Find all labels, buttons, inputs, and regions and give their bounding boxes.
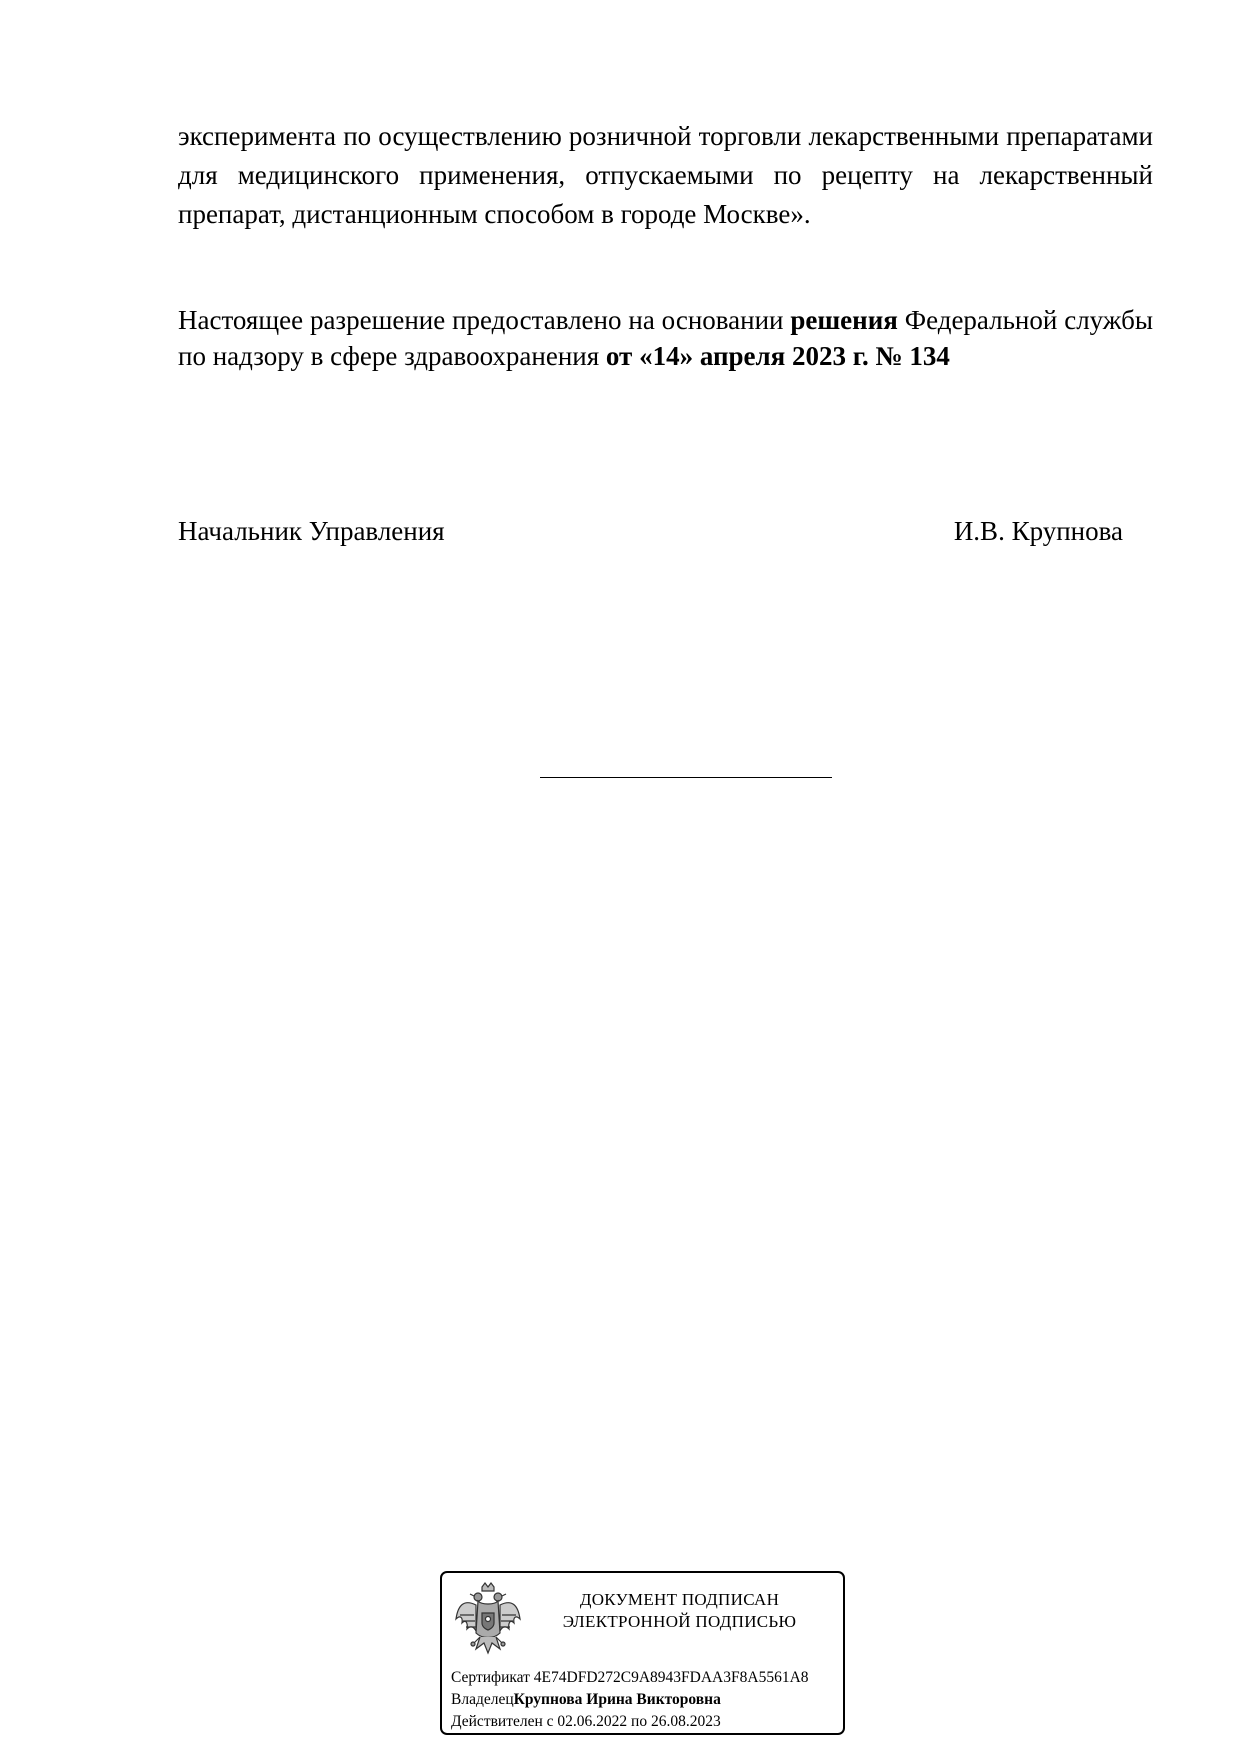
paragraph-experiment-description: эксперимента по осуществлению розничной торговли лекарственными препаратами для медицинского применения, отпускаемыми по рецепту на лекарственный препарат, дистанционным способом в городе Москве».: [178, 121, 1153, 229]
basis-decision-word: решения: [790, 305, 898, 335]
signatory-position: Начальник Управления: [178, 516, 445, 546]
paragraph-permission-basis: [178, 302, 1153, 374]
stamp-title: [547, 1589, 812, 1633]
stamp-certificate: [451, 1668, 809, 1687]
stamp-title-line-2: ЭЛЕКТРОННОЙ ПОДПИСЬЮ: [562, 1612, 797, 1631]
stamp-title-line-1: ДОКУМЕНТ ПОДПИСАН: [579, 1590, 780, 1609]
stamp-owner: [451, 1690, 721, 1709]
signatory-name: И.В. Крупнова: [953, 516, 1123, 546]
coat-of-arms-icon: [454, 1581, 522, 1659]
owner-label: Владелец: [451, 1691, 514, 1708]
basis-text-middle: Федеральной службы по надзору в сфере здравоохранения: [178, 305, 1153, 371]
separator-line: [540, 777, 832, 778]
basis-decision-date-number: от «14» апреля 2023 г. № 134: [605, 341, 950, 371]
certificate-value: 4E74DFD272C9A8943FDAA3F8A5561A8: [533, 1669, 809, 1686]
certificate-label: Сертификат: [451, 1669, 534, 1686]
electronic-signature-stamp: [440, 1571, 845, 1735]
stamp-validity: Действителен с 02.06.2022 по 26.08.2023: [451, 1713, 721, 1730]
basis-text-start: Настоящее разрешение предоставлено на основании: [178, 305, 791, 335]
owner-value: Крупнова Ирина Викторовна: [513, 1691, 721, 1708]
